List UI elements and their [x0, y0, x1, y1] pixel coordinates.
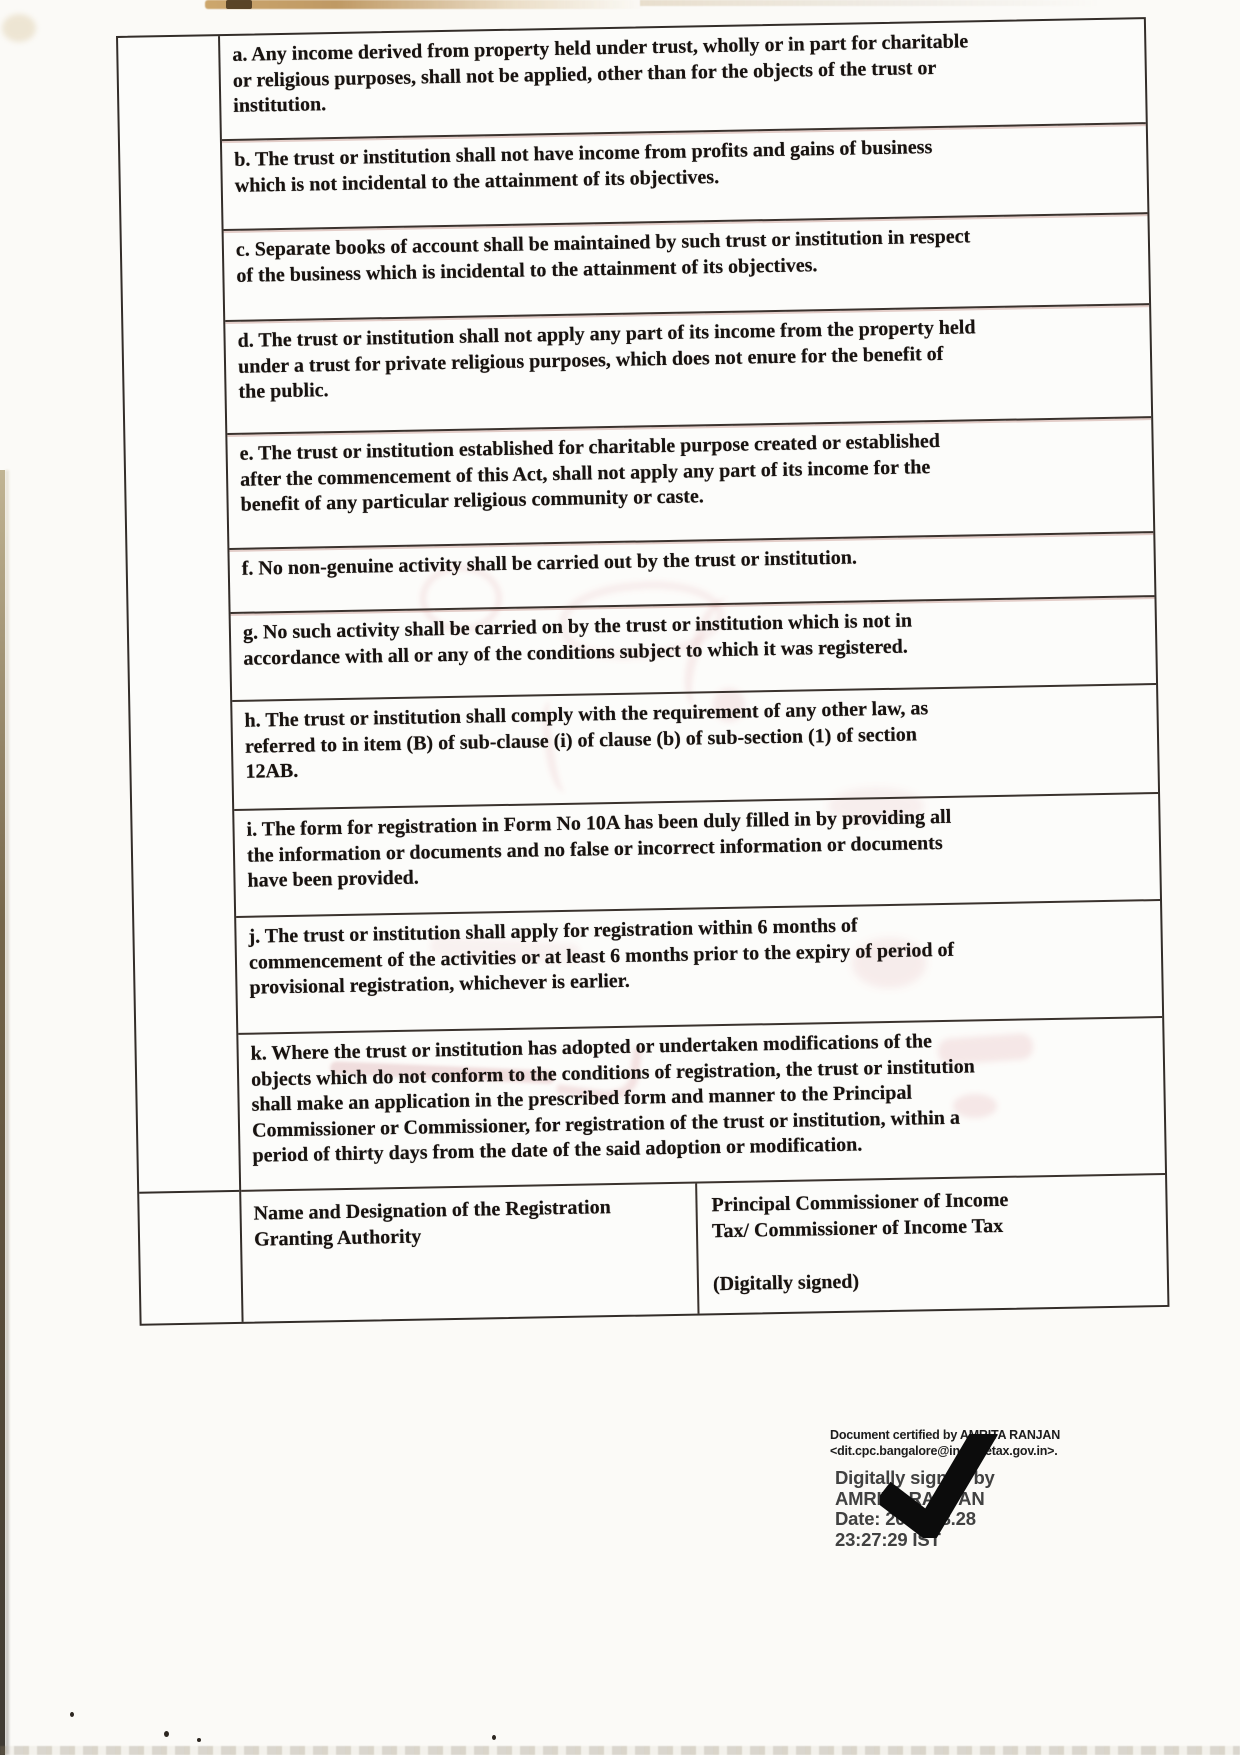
- scan-speck: [164, 1731, 169, 1737]
- scan-speck: [492, 1735, 496, 1740]
- signature-checkmark-icon: [880, 1434, 998, 1538]
- condition-row-f: f. No non-genuine activity shall be carried out by the trust or institution.: [229, 531, 1154, 612]
- condition-row-e: e. The trust or institution established for charitable purpose created or established after the commencement of this Act, shall not apply any part of its income for the benefit of any particular religious community or caste.: [227, 416, 1153, 548]
- digitally-signed-note: (Digitally signed): [712, 1270, 860, 1296]
- scan-artifact-top-blob: [226, 0, 252, 9]
- condition-row-g: g. No such activity shall be carried on by the trust or institution which is not in accordance with all or any of the conditions subject to which it was registered.: [231, 595, 1156, 700]
- condition-row-i: i. The form for registration in Form No 10A has been duly filled in by providing all the information or documents and no false or incorrect information or documents have been provided.: [234, 792, 1160, 916]
- signature-date-line: Date: 2021.08.28: [835, 1508, 976, 1529]
- condition-row-j: j. The trust or institution shall apply for registration within 6 months of commencement of the activities or at least 6 months prior to the expiry of period of provisional registration, whichever is earlier.: [236, 899, 1162, 1033]
- scan-artifact-top-band: [205, 0, 645, 9]
- signature-certified-line: Document certified by AMRITA RANJAN: [830, 1428, 1061, 1442]
- scan-artifact-bottom-band: [0, 1746, 1240, 1755]
- digital-signature-block: [830, 1428, 1070, 1550]
- scan-artifact-corner-smudge: [2, 14, 36, 42]
- condition-row-k: k. Where the trust or institution has adopted or undertaken modifications of the objects which do not conform to the conditions of registration, the trust or institution shall make an application in the prescribed form and manner to the Principal Commissioner or Commissioner, for registration of the trust or institution, within a period of thirty days from the date of the said adoption or modification.: [238, 1016, 1165, 1190]
- table-gutter-divider: [139, 1190, 239, 1194]
- authority-value-cell: [697, 1175, 1167, 1314]
- scan-artifact-top-band-2: [640, 0, 1100, 6]
- signature-signed-by-line: Digitally signed by: [835, 1467, 995, 1488]
- scan-artifact-left-edge: [0, 470, 5, 1755]
- table-content-column: [220, 19, 1167, 1322]
- signature-signer-name: AMRITA RANJAN: [835, 1487, 985, 1509]
- authority-label-cell: Name and Designation of the Registration Granting Authority: [241, 1184, 699, 1322]
- condition-row-d: d. The trust or institution shall not apply any part of its income from the property held under a trust for private religious purposes, which does not enure for the benefit of the public.: [225, 303, 1151, 433]
- conditions-table: [116, 17, 1169, 1326]
- condition-row-a: a. Any income derived from property held under trust, wholly or in part for charitable or religious purposes, shall not be applied, other than for the objects of the trust or institution.: [232, 30, 969, 117]
- scan-speck: [197, 1738, 201, 1742]
- condition-row-h: h. The trust or institution shall comply with the requirement of any other law, as referred to in item (B) of sub-clause (i) of clause (b) of sub-section (1) of section 12AB.: [232, 683, 1158, 809]
- signature-email-line: <dit.cpc.bangalore@incometax.gov.in>.: [830, 1443, 1058, 1458]
- registration-authority-row: [241, 1173, 1167, 1322]
- scan-speck: [70, 1712, 74, 1717]
- authority-designation: Principal Commissioner of Income Tax/ Commissioner of Income Tax: [711, 1188, 1009, 1243]
- condition-row-b: b. The trust or institution shall not have income from profits and gains of business which is not incidental to the attainment of its objectives.: [222, 122, 1147, 229]
- condition-row-c: c. Separate books of account shall be maintained by such trust or institution in respect of the business which is incidental to the attainment of its objectives.: [224, 212, 1150, 320]
- scan-artifact-left-edge-shadow: [5, 470, 9, 1755]
- signature-time-line: 23:27:29 IST: [835, 1528, 941, 1550]
